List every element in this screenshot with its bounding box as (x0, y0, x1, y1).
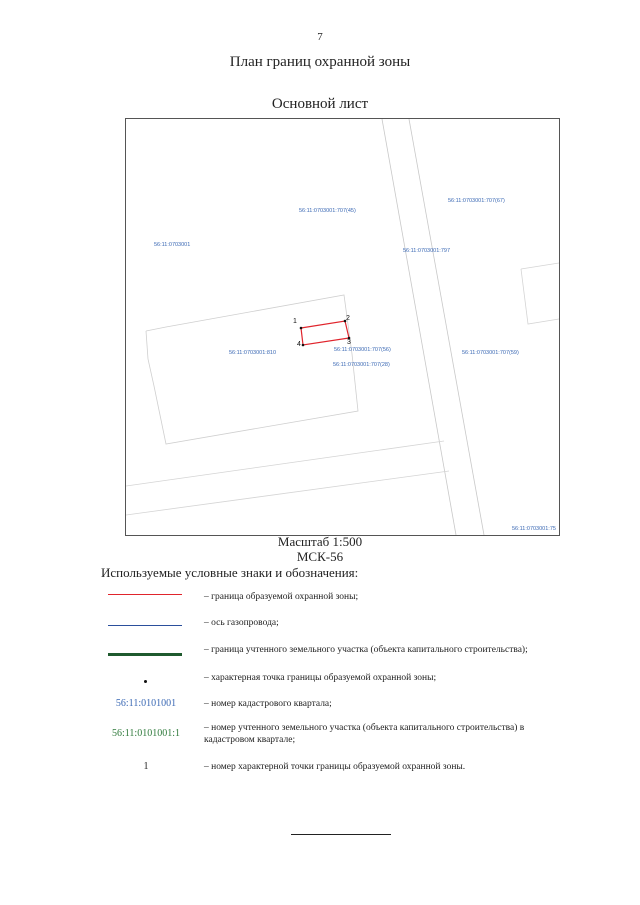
footer-divider (291, 834, 391, 835)
parcel-edge-right (521, 263, 559, 269)
parcel-edge-right-2 (521, 269, 559, 324)
boundary-point-1 (300, 327, 303, 330)
road-edge-left (382, 119, 456, 535)
quarter-label: 56:11:0703001 (154, 242, 191, 248)
parcel-label: 56:11:0703001:707(28) (333, 362, 390, 368)
legend-red-line-symbol (108, 594, 182, 595)
parcel-label: 56:11:0703001:707(67) (448, 198, 505, 204)
legend-text: – граница образуемой охранной зоны; (204, 592, 359, 602)
page-title: План границ охранной зоны (229, 54, 411, 70)
parcel-label: 56:11:0703001:797 (403, 248, 450, 254)
map-drawing (126, 119, 559, 535)
legend-quarter-code: 56:11:0101001 (115, 698, 177, 709)
parcel-label: 56:11:0703001:707(59) (462, 350, 519, 356)
point-label-4: 4 (297, 341, 301, 348)
parcel-label: 56:11:0703001:810 (229, 350, 276, 356)
point-label-2: 2 (346, 315, 350, 322)
legend-text: – граница учтенного земельного участка (объекта капитального строительства); (204, 645, 528, 655)
map-scale: Масштаб 1:500 (277, 534, 363, 549)
parcel-label: 56:11:0703001:707(56) (334, 347, 391, 353)
legend-point-symbol (144, 680, 147, 683)
page-number: 7 (317, 31, 323, 43)
sheet-subtitle: Основной лист (271, 96, 369, 112)
parcel-label: 56:11:0703001:707(45) (299, 208, 356, 214)
street-edge-top (126, 441, 444, 486)
legend-text: – характерная точка границы образуемой охранной зоны; (204, 673, 437, 683)
road-edge-right (409, 119, 484, 535)
point-label-1: 1 (293, 318, 297, 325)
street-edge-bottom (126, 471, 449, 515)
legend-text: – номер характерной точки границы образуемой охранной зоны. (204, 762, 466, 772)
point-label-3: 3 (347, 339, 351, 346)
legend-parcel-code: 56:11:0101001:1 (112, 728, 180, 739)
legend-title: Используемые условные знаки и обозначения: (101, 565, 359, 580)
boundary-point-4 (302, 344, 305, 347)
legend-green-line-symbol (108, 653, 182, 656)
legend-text: – номер кадастрового квартала; (204, 699, 332, 709)
legend-blue-line-symbol (108, 625, 182, 626)
parcel-label: 56:11:0703001:75 (512, 526, 556, 532)
parcel-outline (146, 295, 358, 444)
coordinate-system: МСК-56 (296, 549, 344, 564)
boundary-map (125, 118, 560, 536)
legend-text: – номер учтенного земельного участка (объекта капитального строительства) в кадастровом квартале; (204, 723, 525, 745)
legend-point-number: 1 (143, 761, 149, 772)
legend-text: – ось газопровода; (204, 618, 279, 628)
protection-zone-boundary (301, 321, 349, 345)
